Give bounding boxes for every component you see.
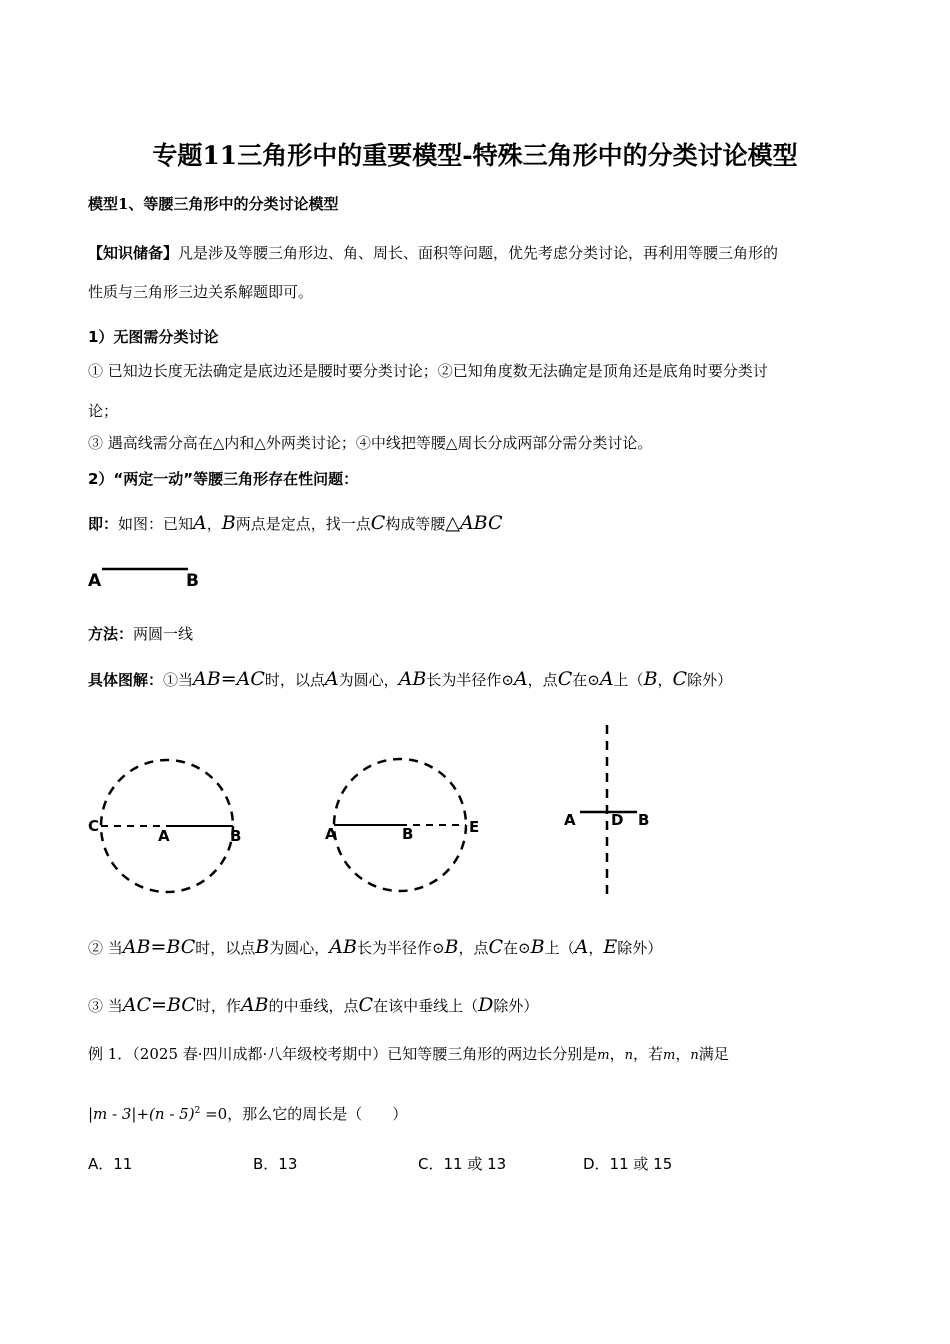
example-comma-2: ，: [675, 1045, 691, 1063]
example-comma: ，: [609, 1045, 625, 1063]
fig1-label-a: A: [158, 827, 170, 845]
fig1-label-c: C: [88, 817, 100, 835]
section-1-heading: 1）无图需分类讨论: [88, 328, 219, 346]
triangle-abc: △ABC: [445, 512, 503, 534]
fig3-label-b: B: [638, 811, 650, 829]
case-2-point-a: A: [574, 936, 589, 958]
knowledge-text-1: 凡是涉及等腰三角形边、角、周长、面积等问题，优先考虑分类讨论，再利用等腰三角形的: [178, 244, 779, 262]
example-formula-eq: =0: [200, 1105, 228, 1123]
detail-case-1: ①当: [163, 671, 194, 689]
method-text: 两圆一线: [133, 625, 194, 643]
given-text-1: 如图：已知: [118, 515, 194, 533]
case-2-text-8: 除外）: [617, 939, 663, 957]
knowledge-tag: 【知识储备】: [88, 244, 179, 262]
case-2-point-e: E: [603, 936, 618, 958]
case-2-circle-b-2: B: [530, 936, 545, 958]
section-2-heading: 2）“两定一动”等腰三角形存在性问题：: [88, 470, 359, 488]
detail-circle-a: A: [513, 668, 528, 690]
case-3-point-c: C: [358, 994, 374, 1016]
section-1-line-2: 论；: [88, 402, 119, 420]
detail-text-3: 长为半径作⊙: [426, 671, 514, 689]
option-b[interactable]: B．13: [253, 1155, 298, 1173]
example-manzu: 满足: [698, 1045, 729, 1063]
case-2-text-6: 上（: [544, 939, 575, 957]
given-prefix: 即：: [88, 515, 119, 533]
method-label: 方法：: [88, 625, 134, 643]
detail-text-2: 为圆心，: [338, 671, 399, 689]
case-3-text-2: 的中垂线，点: [268, 997, 359, 1015]
case-3-equation: AC=BC: [122, 994, 196, 1016]
case-2-equation: AB=BC: [122, 936, 196, 958]
case-2-text-1: 时，以点: [195, 939, 256, 957]
case-2-point-b: B: [255, 936, 270, 958]
knowledge-line-1: [88, 242, 778, 263]
case-3-point-d: D: [478, 994, 494, 1016]
page-title: 专题11三角形中的重要模型-特殊三角形中的分类讨论模型: [152, 141, 798, 170]
fig2-label-a: A: [325, 825, 337, 843]
case-2-circle-b: B: [444, 936, 459, 958]
fig0-label-b: B: [186, 571, 199, 591]
detail-point-c: C: [557, 668, 573, 690]
option-d[interactable]: D．11 或 15: [583, 1155, 673, 1173]
fig3-label-d: D: [611, 811, 624, 829]
method-line: [88, 623, 193, 644]
detail-circle-a-2: A: [599, 668, 614, 690]
given-comma: ，: [206, 515, 222, 533]
example-question-tail: ，那么它的周长是（ ）: [227, 1105, 408, 1123]
option-a[interactable]: A．11: [88, 1155, 133, 1173]
case-2-prefix: ② 当: [88, 939, 123, 957]
point-b: B: [221, 512, 236, 534]
example-var-m: m: [597, 1048, 610, 1063]
case-2-text-7: ，: [588, 939, 604, 957]
case-2-point-c: C: [488, 936, 504, 958]
detail-text-7: ，: [657, 671, 673, 689]
detail-segment-ab: AB: [398, 668, 427, 690]
fig2-label-b: B: [402, 825, 414, 843]
construction-figures: [80, 715, 680, 915]
segment-ab-figure: [86, 560, 216, 592]
detail-equation: AB=AC: [193, 668, 265, 690]
example-formula-exponent: 2: [194, 1106, 201, 1116]
example-text: 例 1．（2025 春·四川成都·八年级校考期中）已知等腰三角形的两边长分别是: [88, 1045, 598, 1063]
section-1-line-3: ③ 遇高线需分高在△内和△外两类讨论；④中线把等腰△周长分成两部分需分类讨论。: [88, 434, 653, 452]
example-var-n: n: [624, 1048, 634, 1063]
fig1-label-b: B: [230, 827, 242, 845]
case-3-segment-ab: AB: [240, 994, 269, 1016]
detail-text-5: 在⊙: [572, 671, 600, 689]
detail-line: [88, 668, 732, 690]
detail-text-8: 除外）: [687, 671, 733, 689]
detail-label: 具体图解：: [88, 671, 164, 689]
model-heading: 模型1、等腰三角形中的分类讨论模型: [88, 195, 339, 213]
detail-text-1: 时，以点: [264, 671, 325, 689]
example-line-2: [88, 1103, 407, 1124]
case-2-text-4: ，点: [458, 939, 489, 957]
example-var-n-2: n: [690, 1048, 699, 1063]
given-text-3: 构成等腰: [385, 515, 446, 533]
fig3-label-a: A: [564, 811, 576, 829]
detail-point-b: B: [643, 668, 658, 690]
option-c[interactable]: C．11 或 13: [418, 1155, 507, 1173]
example-line-1: [88, 1043, 729, 1064]
example-formula: |m - 3|+(n - 5): [88, 1105, 195, 1123]
section-1-line-1: ① 已知边长度无法确定是底边还是腰时要分类讨论；②已知角度数无法确定是顶角还是底角时要分类讨: [88, 362, 768, 380]
case-3-prefix: ③ 当: [88, 997, 123, 1015]
example-ruo: ，若: [633, 1045, 664, 1063]
given-line: [88, 512, 503, 534]
given-text-2: 两点是定点，找一点: [235, 515, 371, 533]
knowledge-line-2: 性质与三角形三边关系解题即可。: [88, 283, 314, 301]
case-3-text-1: 时，作: [195, 997, 241, 1015]
case-3-line: [88, 994, 538, 1016]
point-a: A: [193, 512, 207, 534]
case-3-text-4: 除外）: [493, 997, 539, 1015]
point-c: C: [370, 512, 386, 534]
case-3-text-3: 在该中垂线上（: [373, 997, 479, 1015]
fig0-label-a: A: [88, 571, 102, 591]
detail-text-6: 上（: [613, 671, 644, 689]
example-var-m-2: m: [663, 1048, 676, 1063]
detail-text-4: ，点: [527, 671, 558, 689]
case-2-text-5: 在⊙: [503, 939, 531, 957]
case-2-segment-ab: AB: [329, 936, 357, 958]
case-2-text-2: 为圆心，: [269, 939, 330, 957]
case-2-line: [88, 936, 662, 958]
fig2-label-e: E: [469, 818, 480, 836]
detail-point-c-2: C: [672, 668, 688, 690]
case-2-text-3: 长为半径作⊙: [356, 939, 445, 957]
detail-point-a: A: [324, 668, 339, 690]
